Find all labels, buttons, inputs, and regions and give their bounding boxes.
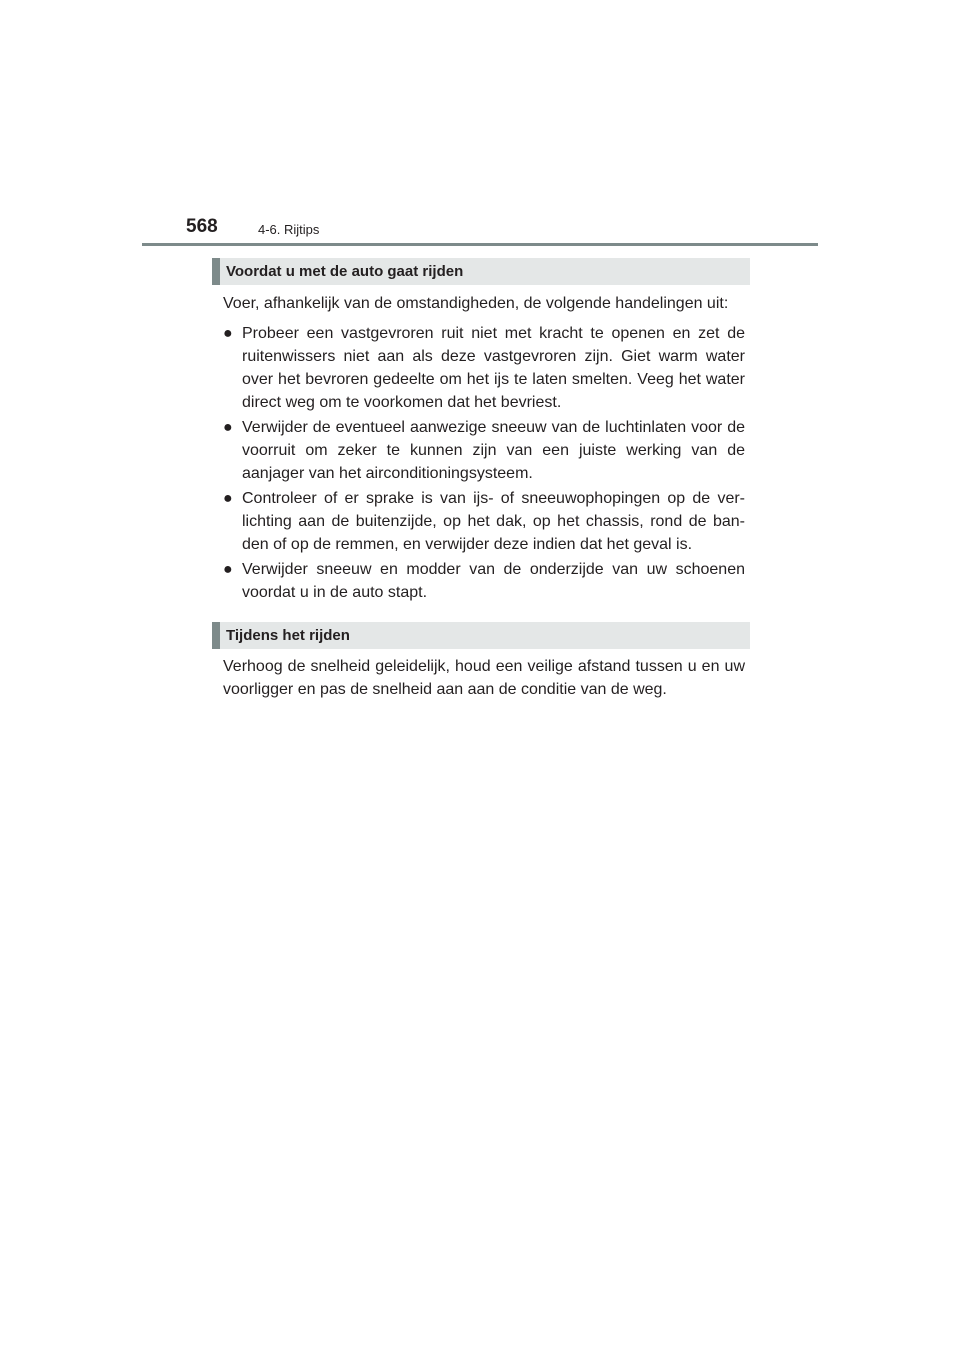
list-item bbox=[223, 487, 745, 556]
bullet-icon: ● bbox=[223, 490, 233, 507]
heading-before-driving: Voordat u met de auto gaat rijden bbox=[226, 263, 464, 280]
page-number: 568 bbox=[186, 216, 218, 237]
list-item bbox=[223, 416, 745, 485]
heading-bar-while-driving bbox=[212, 622, 750, 649]
list-item bbox=[223, 322, 745, 414]
heading-while-driving: Tijdens het rijden bbox=[226, 627, 350, 644]
content-before-driving bbox=[223, 292, 745, 604]
content-while-driving bbox=[223, 655, 745, 701]
list-item-text: Probeer een vastgevroren ruit niet met kracht te openen en zet de ruitenwissers niet aan als deze vastgevroren zijn. Giet warm water over het bevroren gedeelte om het ijs te laten smelten. Veeg het water direct weg om te voorkomen dat het bevriest. bbox=[242, 325, 745, 411]
list-item-text: Verwijder sneeuw en modder van de onderzijde van uw schoenen voordat u in de auto stapt. bbox=[242, 561, 745, 601]
while-driving-paragraph: Verhoog de snelheid geleidelijk, houd een veilige afstand tussen u en uw voorligger en pas de snelheid aan aan de conditie van de weg. bbox=[223, 658, 745, 698]
header-rule bbox=[142, 243, 818, 246]
list-item-text: Verwijder de eventueel aanwezige sneeuw van de luchtinlaten voor de voorruit om zeker te kunnen zijn van een juiste werking van de aanjager van het airconditioningsysteem. bbox=[242, 419, 745, 482]
bullet-icon: ● bbox=[223, 561, 233, 578]
bullet-icon: ● bbox=[223, 325, 233, 342]
list-item-text: Controleer of er sprake is van ijs- of sneeuwophopingen op de ver-lichting aan de buitenzijde, op het dak, op het chassis, rond de ban-den of op de remmen, en verwijder deze indien dat het geval is. bbox=[242, 490, 745, 553]
section-label: 4-6. Rijtips bbox=[258, 222, 320, 237]
list-item bbox=[223, 558, 745, 604]
intro-paragraph: Voer, afhankelijk van de omstandigheden, de volgende handelingen uit: bbox=[223, 295, 729, 312]
heading-bar-before-driving bbox=[212, 258, 750, 285]
bullet-icon: ● bbox=[223, 419, 233, 436]
